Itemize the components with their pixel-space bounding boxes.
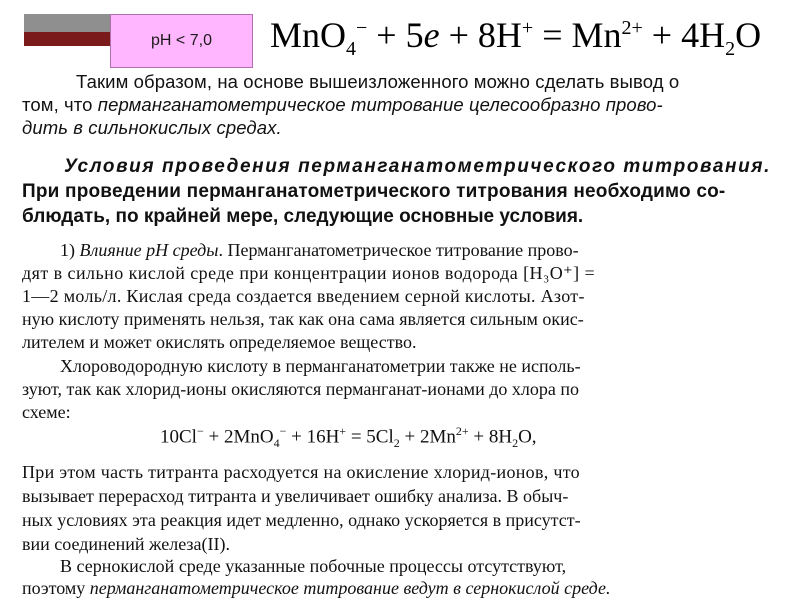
decor-gray-bar xyxy=(24,14,110,32)
section1-line-1: 1) Влияние pH среды. Перманганатометрическое титрование прово- xyxy=(60,240,579,260)
after-line-2: вызывает перерасход титранта и увеличивает ошибку анализа. В обыч- xyxy=(22,486,569,506)
after-line-1: При этом часть титранта расходуется на окисление хлорид-ионов, что xyxy=(22,462,580,482)
conditions-line-2: блюдать, по крайней мере, следующие основные условия. xyxy=(22,206,584,227)
decor-red-bar xyxy=(24,32,110,46)
ph-label: pH < 7,0 xyxy=(151,32,212,49)
intro-line-2: том, что перманганатометрическое титрование целесообразно прово- xyxy=(22,94,663,115)
half-reaction-equation: $MnO_4^- + 5e + 8H^+ = Mn^{2+} + 4H_2O$ xyxy=(270,15,762,61)
conditions-line-1: При проведении перманганатометрического титрования необходимо со- xyxy=(22,181,726,202)
ph-label-box xyxy=(110,14,253,68)
intro-line-1: Таким образом, на основе вышеизложенного можно сделать вывод о xyxy=(76,71,680,92)
section1-line-2: дят в сильно кислой среде при концентрации ионов водорода [H₃O⁺] = xyxy=(22,263,596,283)
intro-line-3: дить в сильнокислых средах. xyxy=(22,117,282,138)
chloride-oxidation-equation: $10Cl^- + 2MnO_4^- + 16H^+ = 5Cl_2 + 2Mn^{2+} + 8H_2O$, xyxy=(160,424,537,451)
conditions-title: Условия проведения перманганатометрического титрования. xyxy=(64,156,771,177)
section1-line-7: зуют, так как хлорид-ионы окисляются перманганат-ионами до хлора по xyxy=(22,379,579,399)
after-line-6: поэтому перманганатометрическое титрование ведут в сернокислой среде. xyxy=(22,578,611,598)
section1-line-4: ную кислоту применять нельзя, так как она сама является сильным окис- xyxy=(22,309,584,329)
section1-line-6: Хлороводородную кислоту в перманганатометрии также не исполь- xyxy=(60,356,581,376)
after-line-5: В сернокислой среде указанные побочные процессы отсутствуют, xyxy=(60,556,567,576)
after-line-3: ных условиях эта реакция идет медленно, однако ускоряется в присутст- xyxy=(22,510,581,530)
section1-line-3: 1—2 моль/л. Кислая среда создается введением серной кислоты. Азот- xyxy=(22,286,585,306)
after-line-4: вии соединений железа(II). xyxy=(22,534,230,554)
section1-line-8: схеме: xyxy=(22,402,71,422)
section1-line-5: лителем и может окислять определяемое вещество. xyxy=(22,332,417,352)
